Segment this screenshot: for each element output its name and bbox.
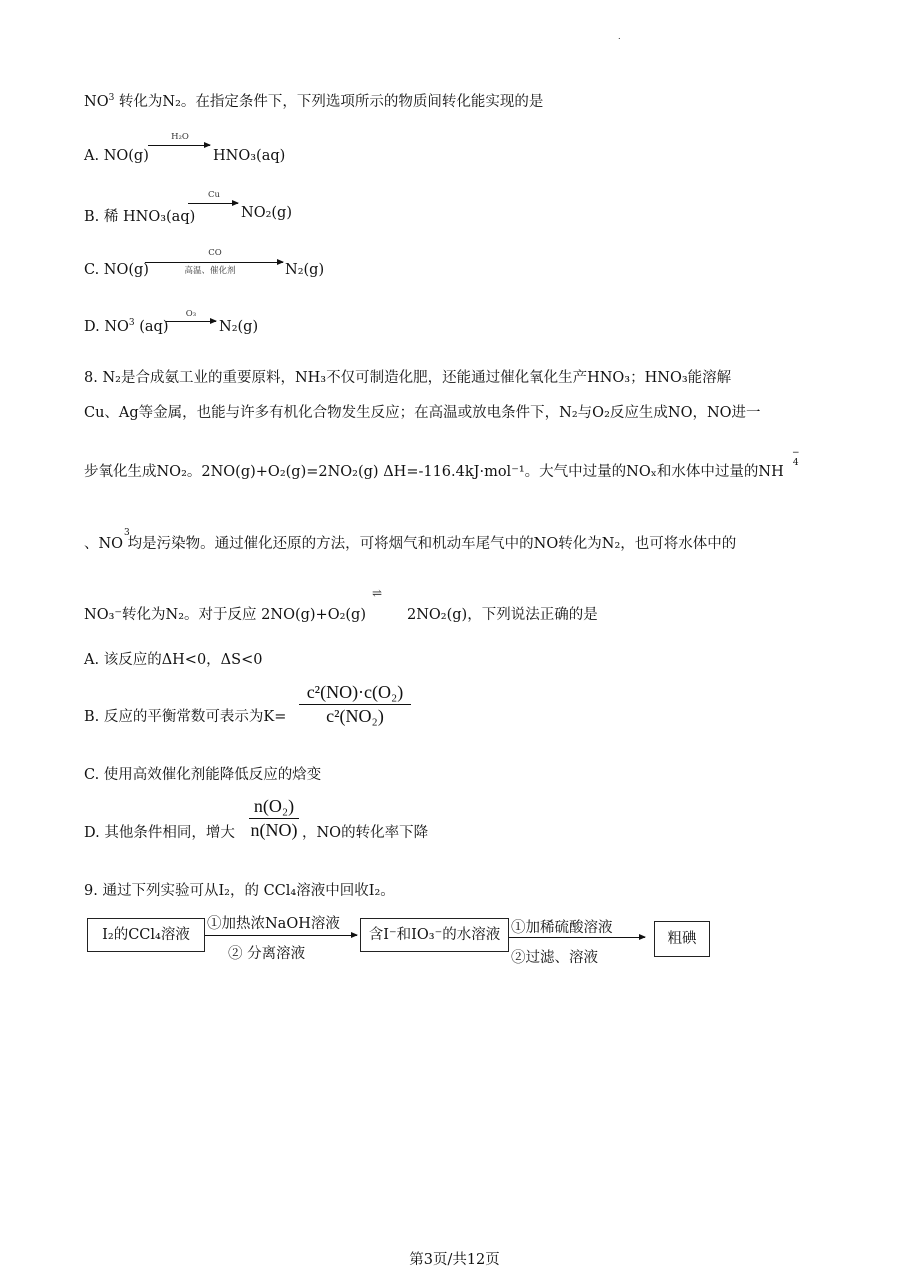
q7-stem xyxy=(84,90,543,111)
q7-option-b: B. 稀 HNO₃(aq) xyxy=(84,209,196,225)
q7-option-b-condition: Cu xyxy=(208,190,220,200)
q8-line-2: Cu、Ag等金属，也能与许多有机化合物发生反应；在高温或放电条件下，N₂与O₂反应生成NO，NO进一 xyxy=(84,405,761,421)
q7-option-c: C. NO(g) xyxy=(84,262,149,278)
q8-option-d-b: ，NO的转化率下降 xyxy=(302,825,429,841)
q7-option-d-label: D. NO xyxy=(84,319,129,335)
q7-option-b-arrow xyxy=(188,203,238,204)
q9-step2-bottom: ②过滤、溶液 xyxy=(511,950,598,966)
q7-option-d-condition: O₃ xyxy=(185,309,197,319)
q9-step1-bottom: ② 分离溶液 xyxy=(228,946,306,962)
q8-option-d-denominator: n(NO) xyxy=(250,820,298,840)
fraction-bar xyxy=(299,704,411,705)
page-footer: 第3页/共12页 xyxy=(409,1252,500,1268)
q9-step1-arrow xyxy=(205,935,357,936)
equilibrium-arrow-symbol: ⇌ xyxy=(372,586,383,600)
q8-option-d-numerator: n(O₂) xyxy=(253,796,295,816)
q7-option-c-condition-top: CO xyxy=(208,248,222,258)
q9-stem: 9. 通过下列实验可从I₂，的 CCl₄溶液中回收I₂。 xyxy=(84,883,395,899)
q8-option-d-a: D. 其他条件相同，增大 xyxy=(84,825,235,841)
q7-option-c-arrow xyxy=(145,262,283,263)
q8-option-a: A. 该反应的ΔH<0，ΔS<0 xyxy=(84,652,263,668)
q7-option-a-arrow xyxy=(148,145,210,146)
q8-option-b: B. 反应的平衡常数可表示为K= xyxy=(84,709,287,725)
q7-option-a xyxy=(84,148,149,164)
q7-stem-prefix: NO xyxy=(84,94,109,110)
q7-option-d-charge: 3 xyxy=(128,318,135,328)
q8-line-4-text: 、NO 均是污染物。通过催化还原的方法，可将烟气和机动车尾气中的NO转化为N₂，也可将水体中的 xyxy=(84,536,737,552)
q8-option-b-denominator: c²(NO₂) xyxy=(326,706,384,726)
q7-option-d xyxy=(84,319,169,335)
q9-step2-arrow xyxy=(509,937,645,938)
q7-option-a-label: A. NO(g) xyxy=(84,148,149,164)
q8-option-c: C. 使用高效催化剂能降低反应的焓变 xyxy=(84,767,322,783)
q7-option-c-product: N₂(g) xyxy=(285,262,325,278)
q8-option-d-fraction xyxy=(249,796,299,841)
q7-stem-text: 转化为N₂。在指定条件下，下列选项所示的物质间转化能实现的是 xyxy=(118,94,544,110)
q8-option-b-fraction xyxy=(299,682,411,727)
q7-option-d-product: N₂(g) xyxy=(219,319,259,335)
q7-option-a-product: HNO₃(aq) xyxy=(213,148,286,164)
q9-box-middle: 含I⁻和IO₃⁻的水溶液 xyxy=(360,918,509,952)
q9-step1-top: ①加热浓NaOH溶液 xyxy=(207,916,340,932)
ammonium-charge-mark: − 4 xyxy=(792,448,800,468)
q7-option-b-product: NO₂(g) xyxy=(241,205,292,221)
nitrate-charge-mark: 3 xyxy=(108,93,115,103)
q8-option-b-numerator: c²(NO)·c(O₂) xyxy=(306,682,404,702)
q8-line-3: 步氧化生成NO₂。2NO(g)+O₂(g)=2NO₂(g) ΔH=-116.4kJ·mol⁻¹。大气中过量的NOₓ和水体中过量的NH xyxy=(84,464,784,480)
q8-line-1: 8. N₂是合成氨工业的重要原料，NH₃不仅可制造化肥，还能通过催化氧化生产HNO₃；HNO₃能溶解 xyxy=(84,370,732,386)
q8-line-5a: NO₃⁻转化为N₂。对于反应 2NO(g)+O₂(g) xyxy=(84,607,366,623)
q7-option-d-arrow xyxy=(166,321,216,322)
fraction-bar xyxy=(249,818,299,819)
q7-option-a-condition: H₂O xyxy=(171,132,189,142)
q8-line-4-charge: 3 xyxy=(124,528,130,538)
q7-option-c-condition-bottom: 高温、催化剂 xyxy=(184,266,236,276)
q9-box-start: I₂的CCl₄溶液 xyxy=(87,918,205,952)
scan-dot: . xyxy=(618,32,621,41)
q8-line-4 xyxy=(84,532,736,553)
q8-line-5b: 2NO₂(g)，下列说法正确的是 xyxy=(407,607,598,623)
q9-box-end: 粗碘 xyxy=(654,921,710,957)
q7-option-d-label-tail: (aq) xyxy=(139,319,169,335)
q9-step2-top: ①加稀硫酸溶液 xyxy=(511,920,613,936)
